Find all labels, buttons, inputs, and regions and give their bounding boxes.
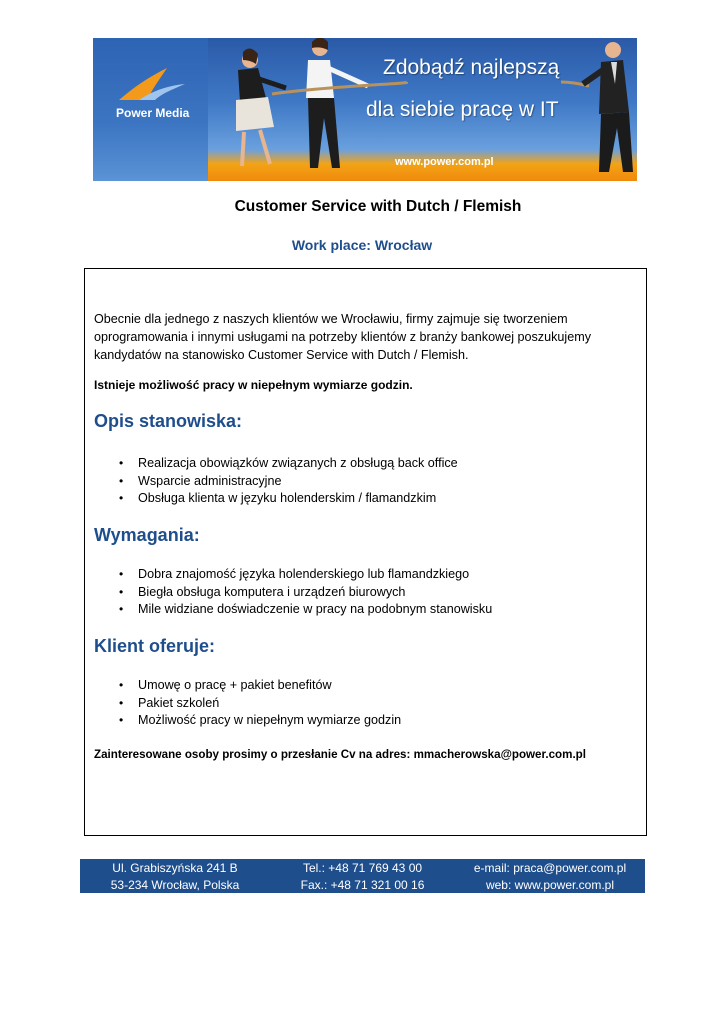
list-item: • Dobra znajomość języka holenderskiego lub flamandzkiego [119, 566, 492, 584]
list-item: • Realizacja obowiązków związanych z obsługą back office [119, 455, 458, 473]
job-title: Customer Service with Dutch / Flemish [234, 198, 522, 215]
section-heading-job-description: Opis stanowiska: [94, 411, 243, 431]
footer-phone: Tel.: +48 71 769 43 00 [302, 861, 423, 875]
footer-online [455, 860, 645, 894]
requirements-list [119, 566, 492, 619]
footer-contact-bar [80, 859, 645, 893]
list-item: • Możliwość pracy w niepełnym wymiarze godzin [119, 712, 401, 730]
offer-list [119, 677, 401, 730]
list-item: • Mile widziane doświadczenie w pracy na podobnym stanowisku [119, 601, 492, 619]
footer-email: e-mail: praca@power.com.pl [473, 861, 627, 875]
section-heading-offer: Klient oferuje: [94, 636, 216, 656]
list-item: • Umowę o pracę + pakiet benefitów [119, 677, 401, 695]
job-offer-box [84, 268, 647, 836]
list-item: • Obsługa klienta w języku holenderskim / flamandzkim [119, 490, 458, 508]
power-media-logo-icon [117, 66, 187, 102]
logo-area [93, 38, 208, 181]
section-heading-requirements: Wymagania: [94, 525, 200, 545]
banner-slogan-line2: dla siebie pracę w IT [366, 98, 559, 121]
list-item: • Biegła obsługa komputera i urządzeń biurowych [119, 584, 492, 602]
footer-fax: Fax.: +48 71 321 00 16 [300, 878, 425, 892]
banner-url: www.power.com.pl [395, 156, 494, 168]
footer-web: web: www.power.com.pl [485, 878, 615, 892]
job-description-list [119, 455, 458, 508]
footer-address-line2: 53-234 Wrocław, Polska [110, 878, 240, 892]
list-item: • Wsparcie administracyjne [119, 473, 458, 491]
footer-address [80, 860, 270, 894]
banner-slogan-line1: Zdobądź najlepszą [383, 56, 560, 79]
footer-phones [270, 860, 455, 894]
contact-note: Zainteresowane osoby prosimy o przesłanie Cv na adres: mmacherowska@power.com.pl [94, 748, 586, 761]
partial-time-note: Istnieje możliwość pracy w niepełnym wymiarze godzin. [94, 378, 413, 392]
man-illustration [561, 38, 637, 181]
work-place: Work place: Wrocław [291, 237, 433, 253]
header-banner [93, 38, 637, 181]
list-item: • Pakiet szkoleń [119, 695, 401, 713]
footer-address-line1: Ul. Grabiszyńska 241 B [112, 861, 238, 875]
logo-text: Power Media [116, 106, 190, 120]
intro-paragraph: Obecnie dla jednego z naszych klientów we Wrocławiu, firmy zajmuje się tworzeniem oprogramowania i innymi usługami na potrzeby klientów z branży bankowej poszukujemy kandydatów na stanowisko Customer Service with Dutch / Flemish. [94, 312, 591, 362]
